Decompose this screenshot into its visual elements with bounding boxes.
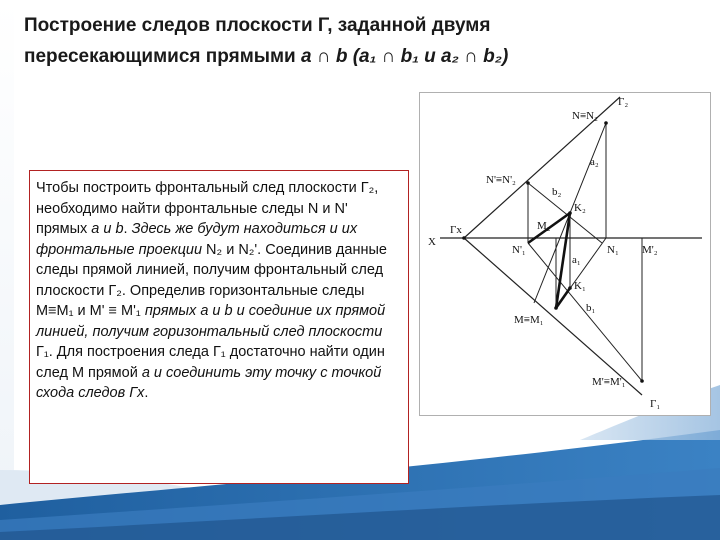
label-Np1: N'₁ xyxy=(512,244,526,256)
title-formula: a ∩ b (a₁ ∩ b₁ и a₂ ∩ b₂) xyxy=(301,46,509,67)
text-segment: . xyxy=(123,221,132,237)
label-M2: M₂ xyxy=(537,220,551,232)
text-segment-italic: a и соединить эту точку с точкой схода следов Гx xyxy=(36,364,382,401)
point-M xyxy=(554,306,558,310)
label-K2: K₂ xyxy=(574,202,586,214)
label-MpMp1: M'≡M'₁ xyxy=(592,376,626,388)
label-a1: a₁ xyxy=(572,254,581,266)
text-segment-italic: Здесь же будут находиться и их фронтальные проекции xyxy=(36,221,358,258)
geometry-figure xyxy=(419,92,711,416)
text-segment: Г₁. Для построения следа Г₁ достаточно найти один след М прямой xyxy=(36,344,385,381)
label-Mp2: M'₂ xyxy=(642,244,658,256)
label-NpNp2: N'≡N'₂ xyxy=(486,174,516,186)
point-N xyxy=(604,121,608,125)
label-b1: b₁ xyxy=(586,302,596,314)
label-N1: N₁ xyxy=(607,244,619,256)
label-MM1: M≡M₁ xyxy=(514,314,544,326)
label-K1: K₁ xyxy=(574,280,586,292)
label-NN2: N≡N₂ xyxy=(572,110,598,122)
label-b2: b₂ xyxy=(552,186,562,198)
title-line-2-prefix: пересекающимися прямыми xyxy=(24,46,301,67)
line-b1 xyxy=(528,243,642,381)
slide-title xyxy=(24,10,714,72)
title-line-1: Построение следов плоскости Γ, заданной двумя xyxy=(24,15,491,36)
text-segment-italic: прямых a и b и соединие их прямой линией, получим горизонтальный след плоскости xyxy=(36,303,386,340)
explanation-text-box xyxy=(29,170,409,484)
label-G2: Γ₂ xyxy=(618,96,629,108)
trace-diagram xyxy=(420,93,710,415)
gamma1-trace xyxy=(464,238,642,395)
point-Nprime xyxy=(526,181,530,185)
text-segment: . xyxy=(144,385,149,401)
point-Gx xyxy=(462,236,466,240)
text-segment-italic: a и b xyxy=(91,221,124,237)
projection-segment xyxy=(556,213,570,308)
label-G1: Γ₁ xyxy=(650,398,661,410)
point-K2 xyxy=(568,211,572,215)
title-line-2 xyxy=(24,41,714,72)
text-segment: Чтобы построить фронтальный след плоскости Г₂, необходимо найти фронтальные следы N и N' прямых xyxy=(36,180,379,237)
point-K1 xyxy=(568,286,572,290)
label-X: X xyxy=(428,236,436,248)
point-Mprime xyxy=(640,379,644,383)
label-Gx: Γx xyxy=(450,224,462,236)
text-segment: N₂ и N₂'. Соединив данные следы прямой линией, получим фронтальный след плоскости Г₂. Определив горизонтальные следы M≡M₁ и M' ≡ M'₁ xyxy=(36,241,387,319)
label-a2: a₂ xyxy=(590,156,599,168)
